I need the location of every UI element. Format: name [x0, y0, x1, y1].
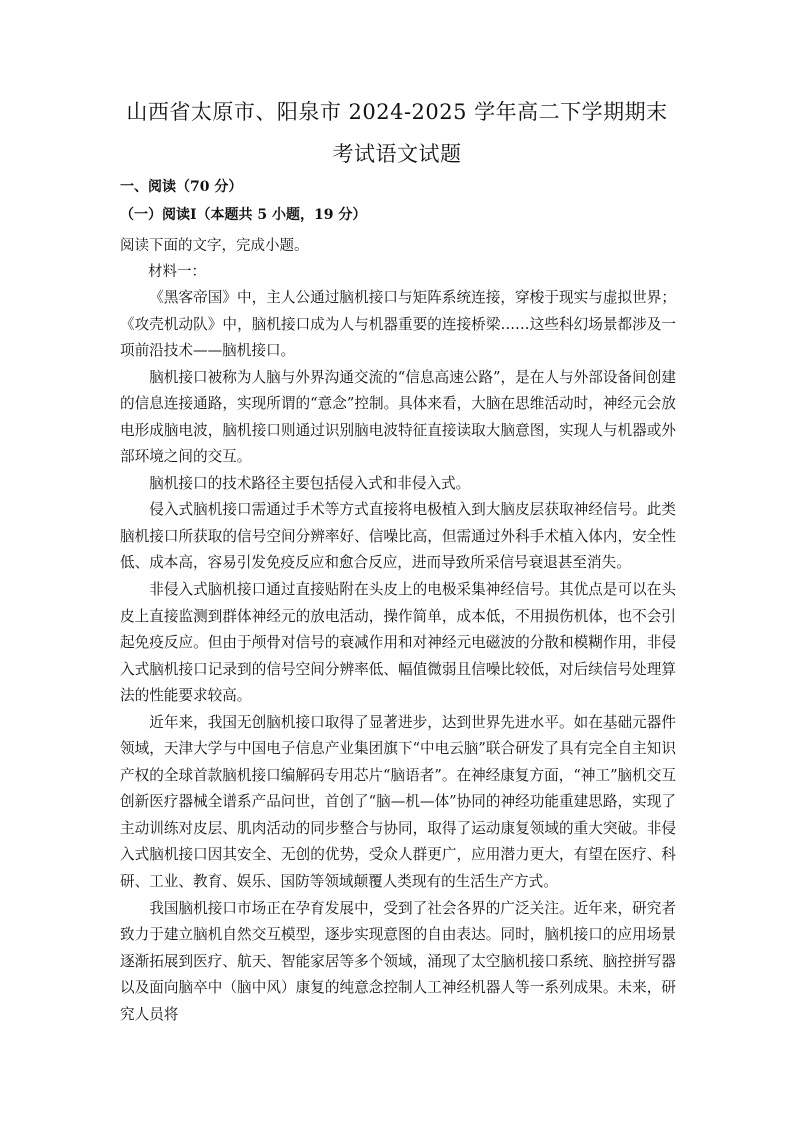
document-title-line-1: 山西省太原市、阳泉市 2024-2025 学年高二下学期期末 — [126, 100, 668, 124]
subsection-heading: （一）阅读Ⅰ（本题共 5 小题，19 分） — [120, 207, 367, 223]
paragraph: 非侵入式脑机接口通过直接贴附在头皮上的电极采集神经信号。其优点是可以在头皮上直接监测到群体神经元的放电活动，操作简单，成本低，不用损伤机体，也不会引起免疫反应。但由于颅骨对信号的衰减作用和对神经元电磁波的分散和模糊作用，非侵入式脑机接口记录到的信号空间分辨率低、幅值微弱且信噪比较低，对后续信号处理算法的性能要求较高。 — [120, 581, 676, 705]
paragraph: 我国脑机接口市场正在孕育发展中，受到了社会各界的广泛关注。近年来，研究者致力于建立脑机自然交互模型，逐步实现意图的自由表达。同时，脑机接口的应用场景逐渐拓展到医疗、航天、智能家居等多个领域，涌现了太空脑机接口系统、脑控拼写器以及面向脑卒中（脑中风）康复的纯意念控制人工神经机器人等一系列成果。未来，研究人员将 — [120, 899, 676, 1023]
reading-instruction: 阅读下面的文字，完成小题。 — [120, 238, 309, 254]
material-body — [120, 285, 676, 1028]
document-title-line-2: 考试语文试题 — [332, 142, 462, 166]
paragraph: 脑机接口被称为人脑与外界沟通交流的“信息高速公路”，是在人与外部设备间创建的信息连接通路，实现所谓的“意念”控制。具体来看，大脑在思维活动时，神经元会放电形成脑电波，脑机接口则通过识别脑电波特征直接读取大脑意图，实现人与机器或外部环境之间的交互。 — [120, 368, 676, 466]
paragraph: 脑机接口的技术路径主要包括侵入式和非侵入式。 — [149, 474, 471, 492]
material-label: 材料一： — [148, 264, 206, 280]
paragraph: 近年来，我国无创脑机接口取得了显著进步，达到世界先进水平。如在基础元器件领域，天津大学与中国电子信息产业集团旗下“中电云脑”联合研发了具有完全自主知识产权的全球首款脑机接口编解码专用芯片“脑语者”。在神经康复方面，“神工”脑机交互创新医疗器械全谱系产品问世，首创了“脑—机—体”协同的神经功能重建思路，实现了主动训练对皮层、肌肉活动的同步整合与协同，取得了运动康复领域的重大突破。非侵入式脑机接口因其安全、无创的优势，受众人群更广，应用潜力更大，有望在医疗、科研、工业、教育、娱乐、国防等领域颠覆人类现有的生活生产方式。 — [120, 713, 676, 891]
section-heading: 一、阅读（70 分） — [120, 179, 243, 195]
paragraph: 《黑客帝国》中，主人公通过脑机接口与矩阵系统连接，穿梭于现实与虚拟世界；《攻壳机动队》中，脑机接口成为人与机器重要的连接桥梁……这些科幻场景都涉及一项前沿技术——脑机接口。 — [120, 289, 676, 360]
paragraph: 侵入式脑机接口需通过手术等方式直接将电极植入到大脑皮层获取神经信号。此类脑机接口所获取的信号空间分辨率好、信噪比高，但需通过外科手术植入体内，安全性低、成本高，容易引发免疫反应和愈合反应，进而导致所采信号衰退甚至消失。 — [120, 501, 676, 572]
